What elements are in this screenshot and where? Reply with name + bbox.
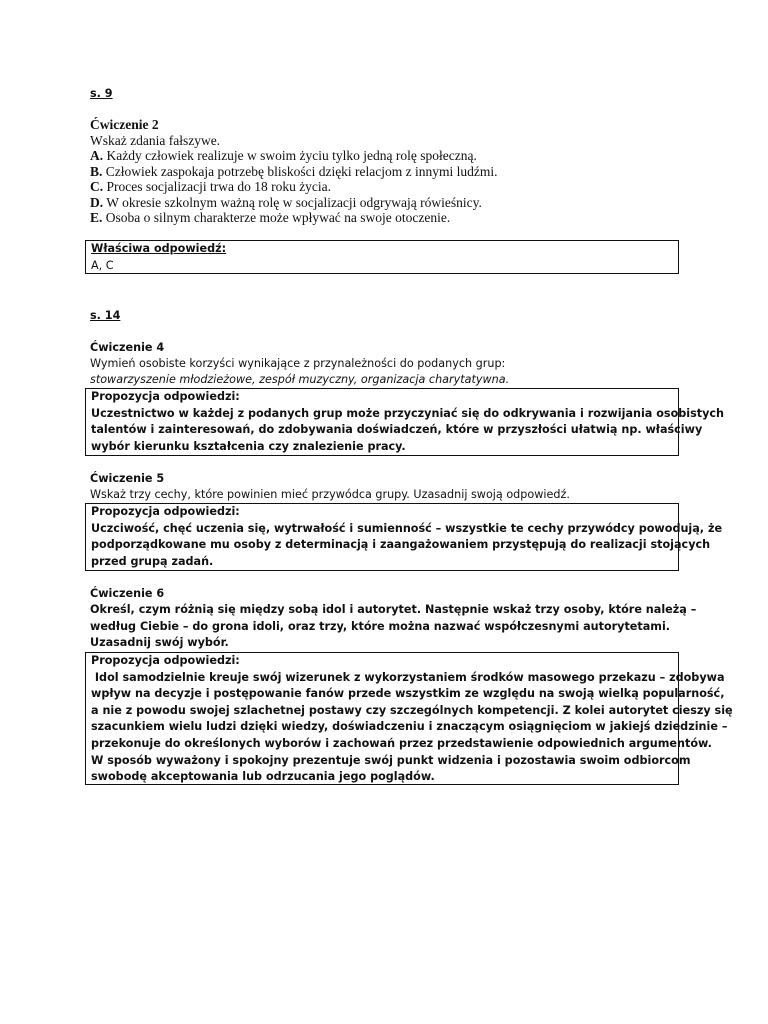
exercise-title: Ćwiczenie 5 [90,472,165,485]
answer-line: szacunkiem wielu ludzi dzięki wiedzy, doświadczeniu i znaczącym osiągnięciom w jakiejś dziedzinie – [91,720,728,734]
option-text: Każdy człowiek realizuje w swoim życiu tylko jedną rolę społeczną. [106,148,477,163]
answer-label: Propozycja odpowiedzi: [91,390,240,403]
option-text: Proces socjalizacji trwa do 18 roku życia. [106,179,332,194]
option-letter: B. [90,163,103,179]
answer-box [85,652,733,785]
answer-label: Propozycja odpowiedzi: [91,654,240,667]
option-b [90,164,680,180]
exercise-instruction: Określ, czym różnią się między sobą idol i autorytet. Następnie wskaż trzy osoby, które należą – [90,603,697,616]
exercise-instruction: Wymień osobiste korzyści wynikające z przynależności do podanych grup: [90,357,506,370]
answer-line: a nie z powodu swojej szlachetnej postawy czy szczególnych kompetencji. Z kolei autorytet cieszy się [91,703,733,717]
option-d [90,195,680,211]
option-text: Człowiek zaspokaja potrzebę bliskości dzięki relacjom z innymi ludźmi. [105,163,498,179]
answer-label: Propozycja odpowiedzi: [91,505,240,518]
answer-line: Uczciwość, chęć uczenia się, wytrwałość i sumienność – wszystkie te cechy przywódcy powodują, że [91,521,723,535]
answer-line: Uczestnictwo w każdej z podanych grup może przyczyniać się do odkrywania i rozwijania osobistych [91,406,725,420]
answer-line: W sposób wyważony i spokojny prezentuje swój punkt widzenia i pozostawia swoim odbiorcom [91,753,691,767]
page-reference: s. 14 [90,309,121,322]
option-letter: D. [90,194,104,210]
answer-box [85,388,725,456]
answer-line: swobodę akceptowania lub odrzucania jego poglądów. [91,770,435,784]
option-text: W okresie szkolnym ważną rolę w socjalizacji odgrywają rówieśnicy. [106,194,482,210]
answer-box [85,503,723,571]
answer-text: A, C [91,258,114,272]
answer-line: przed grupą zadań. [91,554,214,568]
exercise-instruction: Wskaż zdania fałszywe. [90,132,221,148]
option-letter: A. [90,148,104,163]
option-e [90,210,680,226]
answer-line: podporządkowane mu osoby z determinacją i zaangażowaniem przystępują do realizacji stojących [91,538,711,552]
exercise-instruction: Uzasadnij swój wybór. [90,636,229,649]
option-a [90,148,680,164]
exercise-title: Ćwiczenie 4 [90,341,165,354]
answer-line: przekonuje do określonych wyborów i zachowań przez przedstawienie odpowiednich argumentów. [91,736,712,750]
page-reference: s. 9 [90,87,113,100]
option-letter: C. [90,179,104,194]
answer-box [85,240,679,274]
exercise-instruction: Wskaż trzy cechy, które powinien mieć przywódca grupy. Uzasadnij swoją odpowiedź. [90,488,570,501]
option-c [90,179,680,195]
answer-label: Właściwa odpowiedź: [91,242,227,255]
answer-line: talentów i zainteresowań, do zdobywania doświadczeń, które w przyszłości ułatwią np. właściwy [91,423,703,437]
option-letter: E. [90,210,103,225]
answer-line: wybór kierunku kształcenia czy znalezienie pracy. [91,439,406,453]
answer-line: wpływ na decyzje i postępowanie fanów przede wszystkim ze względu na swoją wielką popularność, [91,687,725,701]
exercise-groups: stowarzyszenie młodzieżowe, zespół muzyczny, organizacja charytatywna. [90,373,510,386]
answer-line: Idol samodzielnie kreuje swój wizerunek z wykorzystaniem środków masowego przekazu – zdobywa [91,670,725,684]
exercise-instruction: według Ciebie – do grona idoli, oraz trzy, które można nazwać współczesnymi autorytetami. [90,619,671,633]
exercise-title: Ćwiczenie 2 [90,117,159,132]
option-text: Osoba o silnym charakterze może wpływać na swoje otoczenie. [105,210,451,225]
exercise-title: Ćwiczenie 6 [90,587,165,600]
